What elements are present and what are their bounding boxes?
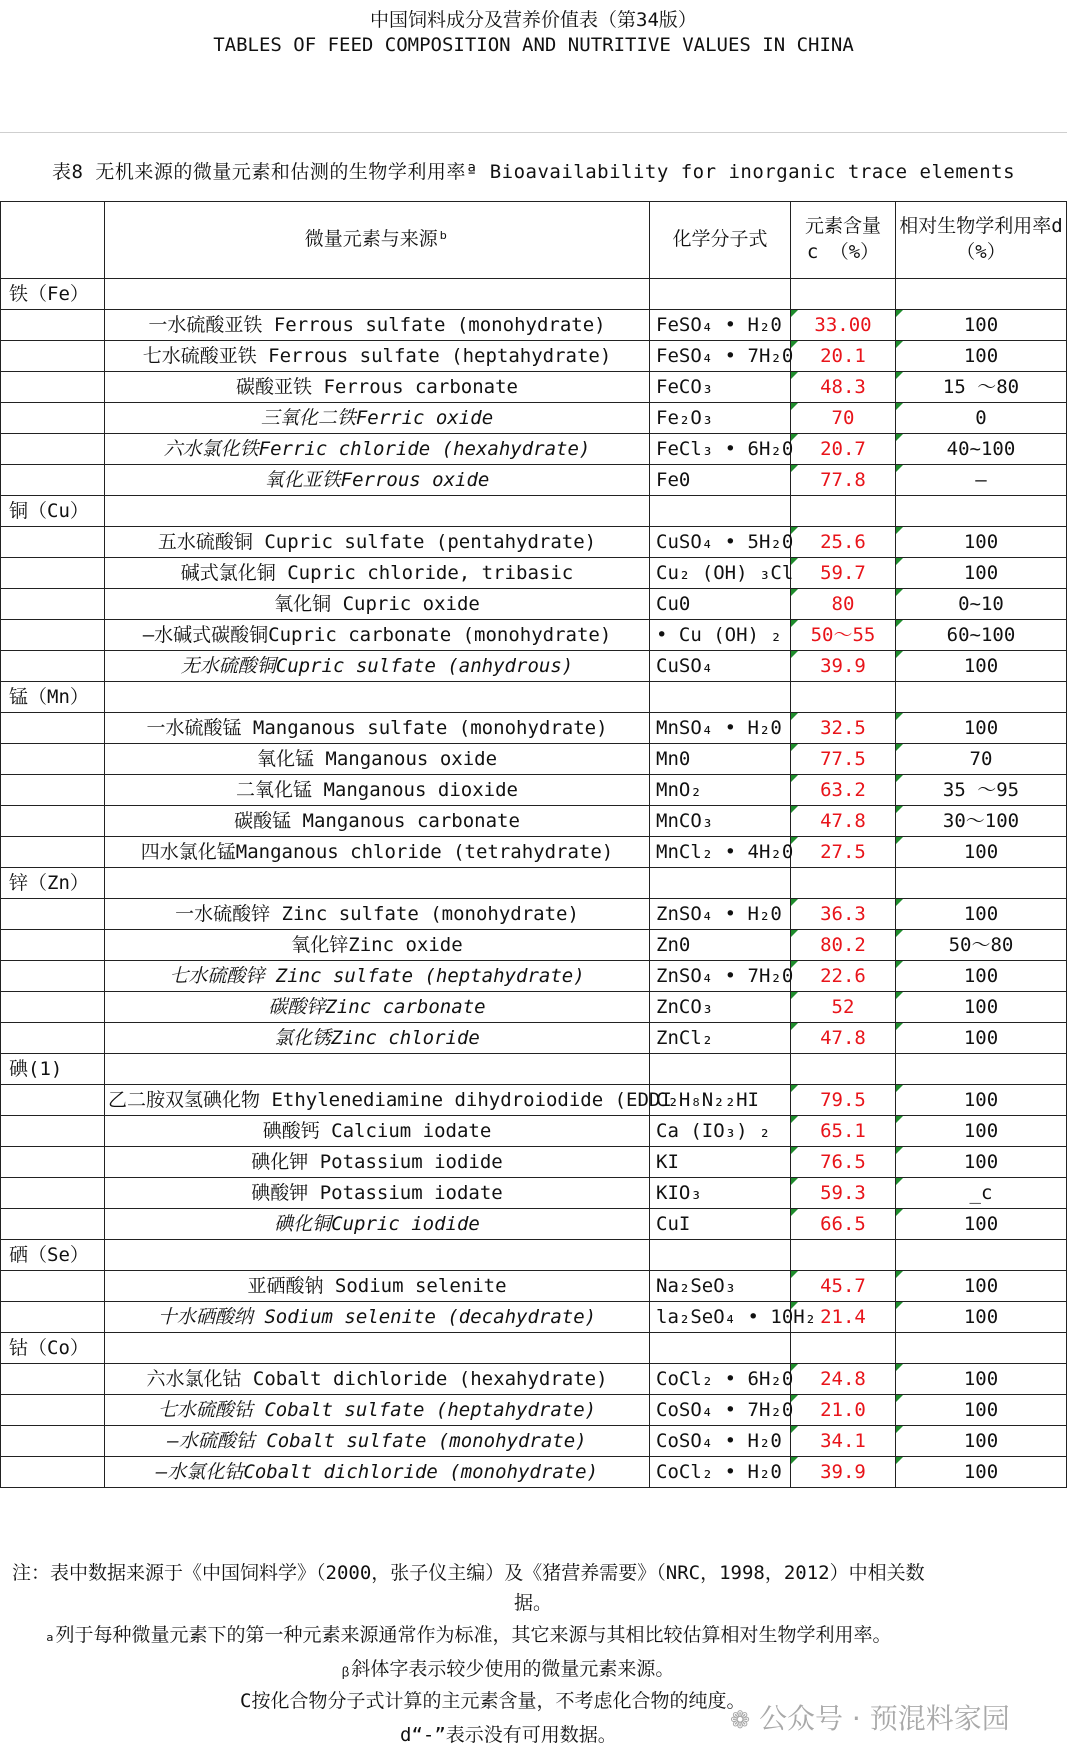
source-name: —水硫酸钴 Cobalt sulfate (monohydrate) — [105, 1426, 650, 1457]
footnote-c: C按化合物分子式计算的主元素含量，不考虑化合物的纯度。 — [240, 1690, 746, 1712]
chemical-formula: KI — [650, 1147, 791, 1178]
source-name: 氧化亚铁Ferrous oxide — [105, 465, 650, 496]
row-blank-cell — [1, 713, 105, 744]
bioavailability: 100 — [896, 1209, 1067, 1240]
table-row — [1, 899, 1067, 930]
source-name: 乙二胺双氢碘化物 Ethylenediamine dihydroiodide (EDDI — [105, 1085, 650, 1116]
table-row — [1, 527, 1067, 558]
footnote-source-cont: 据。 — [514, 1592, 553, 1614]
group-empty-cell — [896, 1054, 1067, 1085]
group-empty-cell — [650, 1054, 791, 1085]
table-row — [1, 930, 1067, 961]
table-row — [1, 744, 1067, 775]
bioavailability: 100 — [896, 1023, 1067, 1054]
bioavailability: 70 — [896, 744, 1067, 775]
group-empty-cell — [896, 682, 1067, 713]
group-empty-cell — [105, 1240, 650, 1271]
table-row — [1, 372, 1067, 403]
group-empty-cell — [791, 1054, 896, 1085]
element-content: 65.1 — [791, 1116, 896, 1147]
row-blank-cell — [1, 992, 105, 1023]
element-group-row — [1, 1240, 1067, 1271]
row-blank-cell — [1, 899, 105, 930]
bioavailability: 100 — [896, 1271, 1067, 1302]
element-content: 77.8 — [791, 465, 896, 496]
element-content: 25.6 — [791, 527, 896, 558]
table-row — [1, 1395, 1067, 1426]
group-empty-cell — [791, 1240, 896, 1271]
chemical-formula: ZnCO₃ — [650, 992, 791, 1023]
bioavailability: 30～100 — [896, 806, 1067, 837]
element-content: 63.2 — [791, 775, 896, 806]
trace-elements-table — [0, 201, 1067, 1488]
element-group-label: 锌（Zn） — [1, 868, 105, 899]
chemical-formula: CuSO₄ • 5H₂0 — [650, 527, 791, 558]
table-row — [1, 1178, 1067, 1209]
source-name: 五水硫酸铜 Cupric sulfate (pentahydrate) — [105, 527, 650, 558]
group-empty-cell — [791, 868, 896, 899]
element-content: 48.3 — [791, 372, 896, 403]
group-empty-cell — [791, 496, 896, 527]
header-availability: 相对生物学利用率d （%） — [896, 202, 1067, 279]
row-blank-cell — [1, 558, 105, 589]
header-content: 元素含量 c （%） — [791, 202, 896, 279]
source-name: 无水硫酸铜Cupric sulfate (anhydrous) — [105, 651, 650, 682]
chemical-formula: ZnSO₄ • 7H₂0 — [650, 961, 791, 992]
chemical-formula: CoCl₂ • H₂0 — [650, 1457, 791, 1488]
group-empty-cell — [896, 279, 1067, 310]
row-blank-cell — [1, 310, 105, 341]
chemical-formula: CoSO₄ • 7H₂0 — [650, 1395, 791, 1426]
bioavailability: 100 — [896, 558, 1067, 589]
chemical-formula: C₂H₈N₂₂HI — [650, 1085, 791, 1116]
element-content: 20.1 — [791, 341, 896, 372]
source-name: 七水硫酸钴 Cobalt sulfate (heptahydrate) — [105, 1395, 650, 1426]
row-blank-cell — [1, 806, 105, 837]
group-empty-cell — [105, 496, 650, 527]
table-row — [1, 1302, 1067, 1333]
table-row — [1, 1364, 1067, 1395]
element-group-label: 硒（Se） — [1, 1240, 105, 1271]
chemical-formula: FeSO₄ • H₂0 — [650, 310, 791, 341]
source-name: 六水氯化钴 Cobalt dichloride (hexahydrate) — [105, 1364, 650, 1395]
element-content: 59.3 — [791, 1178, 896, 1209]
source-name: 碱式氯化铜 Cupric chloride, tribasic — [105, 558, 650, 589]
bioavailability: 100 — [896, 310, 1067, 341]
source-name: 七水硫酸亚铁 Ferrous sulfate (heptahydrate) — [105, 341, 650, 372]
bioavailability: 100 — [896, 1426, 1067, 1457]
chemical-formula: Cu0 — [650, 589, 791, 620]
element-content: 70 — [791, 403, 896, 434]
row-blank-cell — [1, 341, 105, 372]
table-row — [1, 961, 1067, 992]
group-empty-cell — [105, 682, 650, 713]
table-body — [1, 279, 1067, 1488]
bioavailability: 35 ～95 — [896, 775, 1067, 806]
row-blank-cell — [1, 1147, 105, 1178]
footnote-source: 注：表中数据来源于《中国饲料学》（2000，张子仪主编）及《猪营养需要》（NRC，1998，2012）中相关数 — [12, 1562, 925, 1584]
element-content: 76.5 — [791, 1147, 896, 1178]
table-row — [1, 434, 1067, 465]
element-content: 45.7 — [791, 1271, 896, 1302]
bioavailability: _c — [896, 1178, 1067, 1209]
group-empty-cell — [105, 279, 650, 310]
element-group-label: 铜（Cu） — [1, 496, 105, 527]
source-name: 氧化锰 Manganous oxide — [105, 744, 650, 775]
bioavailability: 100 — [896, 341, 1067, 372]
source-name: 七水硫酸锌 Zinc sulfate (heptahydrate) — [105, 961, 650, 992]
row-blank-cell — [1, 1209, 105, 1240]
chemical-formula: ZnCl₂ — [650, 1023, 791, 1054]
chemical-formula: KIO₃ — [650, 1178, 791, 1209]
element-content: 77.5 — [791, 744, 896, 775]
chemical-formula: MnCO₃ — [650, 806, 791, 837]
group-empty-cell — [650, 279, 791, 310]
element-content: 27.5 — [791, 837, 896, 868]
bioavailability: 100 — [896, 961, 1067, 992]
row-blank-cell — [1, 1116, 105, 1147]
element-content: 22.6 — [791, 961, 896, 992]
chemical-formula: CoCl₂ • 6H₂0 — [650, 1364, 791, 1395]
element-group-label: 钴（Co） — [1, 1333, 105, 1364]
bioavailability: 0~10 — [896, 589, 1067, 620]
row-blank-cell — [1, 651, 105, 682]
bioavailability: 15 ～80 — [896, 372, 1067, 403]
element-content: 80.2 — [791, 930, 896, 961]
group-empty-cell — [791, 682, 896, 713]
header-source: 微量元素与来源ᵇ — [105, 202, 650, 279]
row-blank-cell — [1, 1178, 105, 1209]
element-group-row — [1, 868, 1067, 899]
element-group-row — [1, 682, 1067, 713]
group-empty-cell — [650, 496, 791, 527]
source-name: 碘酸钙 Calcium iodate — [105, 1116, 650, 1147]
row-blank-cell — [1, 620, 105, 651]
bioavailability: 100 — [896, 1364, 1067, 1395]
source-name: 六水氯化铁Ferric chloride (hexahydrate) — [105, 434, 650, 465]
source-name: 碳酸锌Zinc carbonate — [105, 992, 650, 1023]
source-name: —水氯化钴Cobalt dichloride (monohydrate) — [105, 1457, 650, 1488]
source-name: 四水氯化锰Manganous chloride (tetrahydrate) — [105, 837, 650, 868]
chemical-formula: FeSO₄ • 7H₂0 — [650, 341, 791, 372]
watermark-text: 公众号 · 预混料家园 — [759, 1702, 1010, 1735]
group-empty-cell — [105, 1333, 650, 1364]
footnote-a: ₐ列于每种微量元素下的第一种元素来源通常作为标准，其它来源与其相比较估算相对生物学利用率。 — [44, 1624, 892, 1646]
element-content: 59.7 — [791, 558, 896, 589]
group-empty-cell — [650, 1240, 791, 1271]
element-content: 32.5 — [791, 713, 896, 744]
bioavailability: 100 — [896, 1457, 1067, 1488]
table-row — [1, 341, 1067, 372]
bioavailability: 100 — [896, 1395, 1067, 1426]
chemical-formula: CuSO₄ — [650, 651, 791, 682]
source-name: 二氧化锰 Manganous dioxide — [105, 775, 650, 806]
footnote-b: ᵦ斜体字表示较少使用的微量元素来源。 — [340, 1658, 675, 1680]
chemical-formula: Mn0 — [650, 744, 791, 775]
element-group-row — [1, 496, 1067, 527]
chemical-formula: Fe₂O₃ — [650, 403, 791, 434]
table-header-row — [1, 202, 1067, 279]
source-name: 碳酸亚铁 Ferrous carbonate — [105, 372, 650, 403]
bioavailability: 100 — [896, 527, 1067, 558]
element-content: 21.0 — [791, 1395, 896, 1426]
chemical-formula: Zn0 — [650, 930, 791, 961]
source-name: 一水硫酸锌 Zinc sulfate (monohydrate) — [105, 899, 650, 930]
element-content: 34.1 — [791, 1426, 896, 1457]
chemical-formula: ZnSO₄ • H₂0 — [650, 899, 791, 930]
element-content: 79.5 — [791, 1085, 896, 1116]
source-name: 碘化铜Cupric iodide — [105, 1209, 650, 1240]
element-group-label: 碘(1) — [1, 1054, 105, 1085]
group-empty-cell — [650, 682, 791, 713]
table-row — [1, 992, 1067, 1023]
wechat-icon: ❁ — [730, 1706, 751, 1734]
bioavailability: 100 — [896, 992, 1067, 1023]
element-content: 21.4 — [791, 1302, 896, 1333]
source-name: 氧化锌Zinc oxide — [105, 930, 650, 961]
row-blank-cell — [1, 744, 105, 775]
group-empty-cell — [650, 868, 791, 899]
element-group-label: 锰（Mn） — [1, 682, 105, 713]
element-content: 47.8 — [791, 806, 896, 837]
bioavailability: 100 — [896, 837, 1067, 868]
chemical-formula: la₂SeO₄ • 10H₂ — [650, 1302, 791, 1333]
chemical-formula: Ca (IO₃) ₂ — [650, 1116, 791, 1147]
table-row — [1, 403, 1067, 434]
table-title: 表8 无机来源的微量元素和估测的生物学利用率ª Bioavailability for inorganic trace elements — [51, 161, 1016, 183]
bioavailability: 0 — [896, 403, 1067, 434]
table-row — [1, 806, 1067, 837]
table-row — [1, 310, 1067, 341]
row-blank-cell — [1, 1271, 105, 1302]
row-blank-cell — [1, 434, 105, 465]
footnote-d: d“-”表示没有可用数据。 — [400, 1724, 617, 1746]
element-group-row — [1, 279, 1067, 310]
chemical-formula: CuI — [650, 1209, 791, 1240]
table-row — [1, 620, 1067, 651]
row-blank-cell — [1, 589, 105, 620]
bioavailability: 50～80 — [896, 930, 1067, 961]
row-blank-cell — [1, 837, 105, 868]
table-row — [1, 713, 1067, 744]
element-content: 24.8 — [791, 1364, 896, 1395]
source-name: 氯化锈Zinc chloride — [105, 1023, 650, 1054]
source-name: 碳酸锰 Manganous carbonate — [105, 806, 650, 837]
group-empty-cell — [896, 496, 1067, 527]
element-content: 33.00 — [791, 310, 896, 341]
document-header — [0, 0, 1067, 133]
chemical-formula: Na₂SeO₃ — [650, 1271, 791, 1302]
table-row — [1, 1147, 1067, 1178]
group-empty-cell — [896, 1333, 1067, 1364]
row-blank-cell — [1, 961, 105, 992]
element-content: 50～55 — [791, 620, 896, 651]
watermark — [730, 1697, 1010, 1737]
element-content: 52 — [791, 992, 896, 1023]
source-name: 亚硒酸钠 Sodium selenite — [105, 1271, 650, 1302]
element-content: 80 — [791, 589, 896, 620]
element-group-label: 铁（Fe） — [1, 279, 105, 310]
table-row — [1, 837, 1067, 868]
bioavailability: 100 — [896, 1147, 1067, 1178]
row-blank-cell — [1, 1023, 105, 1054]
row-blank-cell — [1, 403, 105, 434]
row-blank-cell — [1, 527, 105, 558]
source-name: —水碱式碳酸铜Cupric carbonate (monohydrate) — [105, 620, 650, 651]
row-blank-cell — [1, 1457, 105, 1488]
header-english-title: TABLES OF FEED COMPOSITION AND NUTRITIVE VALUES IN CHINA — [213, 34, 854, 56]
chemical-formula: Fe0 — [650, 465, 791, 496]
header-formula: 化学分子式 — [650, 202, 791, 279]
chemical-formula: MnCl₂ • 4H₂0 — [650, 837, 791, 868]
element-content: 66.5 — [791, 1209, 896, 1240]
source-name: 三氧化二铁Ferric oxide — [105, 403, 650, 434]
element-content: 20.7 — [791, 434, 896, 465]
row-blank-cell — [1, 1395, 105, 1426]
row-blank-cell — [1, 1364, 105, 1395]
table-row — [1, 465, 1067, 496]
table-row — [1, 1271, 1067, 1302]
source-name: 氧化铜 Cupric oxide — [105, 589, 650, 620]
bioavailability: 100 — [896, 713, 1067, 744]
table-row — [1, 558, 1067, 589]
chemical-formula: • Cu (OH) ₂ — [650, 620, 791, 651]
group-empty-cell — [105, 1054, 650, 1085]
table-row — [1, 1116, 1067, 1147]
bioavailability: 100 — [896, 1085, 1067, 1116]
table-row — [1, 1085, 1067, 1116]
source-name: 碘化钾 Potassium iodide — [105, 1147, 650, 1178]
header-blank-cell — [1, 202, 105, 279]
element-group-row — [1, 1054, 1067, 1085]
element-group-row — [1, 1333, 1067, 1364]
group-empty-cell — [896, 1240, 1067, 1271]
row-blank-cell — [1, 372, 105, 403]
chemical-formula: MnO₂ — [650, 775, 791, 806]
group-empty-cell — [650, 1333, 791, 1364]
group-empty-cell — [896, 868, 1067, 899]
element-content: 36.3 — [791, 899, 896, 930]
row-blank-cell — [1, 1302, 105, 1333]
bioavailability: 100 — [896, 1302, 1067, 1333]
row-blank-cell — [1, 1426, 105, 1457]
source-name: 一水硫酸亚铁 Ferrous sulfate (monohydrate) — [105, 310, 650, 341]
bioavailability: 40~100 — [896, 434, 1067, 465]
chemical-formula: MnSO₄ • H₂0 — [650, 713, 791, 744]
element-content: 47.8 — [791, 1023, 896, 1054]
row-blank-cell — [1, 1085, 105, 1116]
chemical-formula: FeCO₃ — [650, 372, 791, 403]
table-row — [1, 1023, 1067, 1054]
source-name: 十水硒酸纳 Sodium selenite (decahydrate) — [105, 1302, 650, 1333]
chemical-formula: FeCl₃ • 6H₂0 — [650, 434, 791, 465]
table-row — [1, 1457, 1067, 1488]
row-blank-cell — [1, 930, 105, 961]
bioavailability: – — [896, 465, 1067, 496]
element-content: 39.9 — [791, 1457, 896, 1488]
table-row — [1, 775, 1067, 806]
bioavailability: 60~100 — [896, 620, 1067, 651]
bioavailability: 100 — [896, 899, 1067, 930]
group-empty-cell — [105, 868, 650, 899]
header-chinese-title: 中国饲料成分及营养价值表（第34版） — [370, 9, 697, 31]
element-content: 39.9 — [791, 651, 896, 682]
table-row — [1, 651, 1067, 682]
table-row — [1, 1426, 1067, 1457]
table-row — [1, 589, 1067, 620]
row-blank-cell — [1, 465, 105, 496]
bioavailability: 100 — [896, 651, 1067, 682]
row-blank-cell — [1, 775, 105, 806]
chemical-formula: CoSO₄ • H₂0 — [650, 1426, 791, 1457]
group-empty-cell — [791, 1333, 896, 1364]
source-name: 碘酸钾 Potassium iodate — [105, 1178, 650, 1209]
table-row — [1, 1209, 1067, 1240]
source-name: 一水硫酸锰 Manganous sulfate (monohydrate) — [105, 713, 650, 744]
bioavailability: 100 — [896, 1116, 1067, 1147]
group-empty-cell — [791, 279, 896, 310]
chemical-formula: Cu₂ (OH) ₃Cl — [650, 558, 791, 589]
